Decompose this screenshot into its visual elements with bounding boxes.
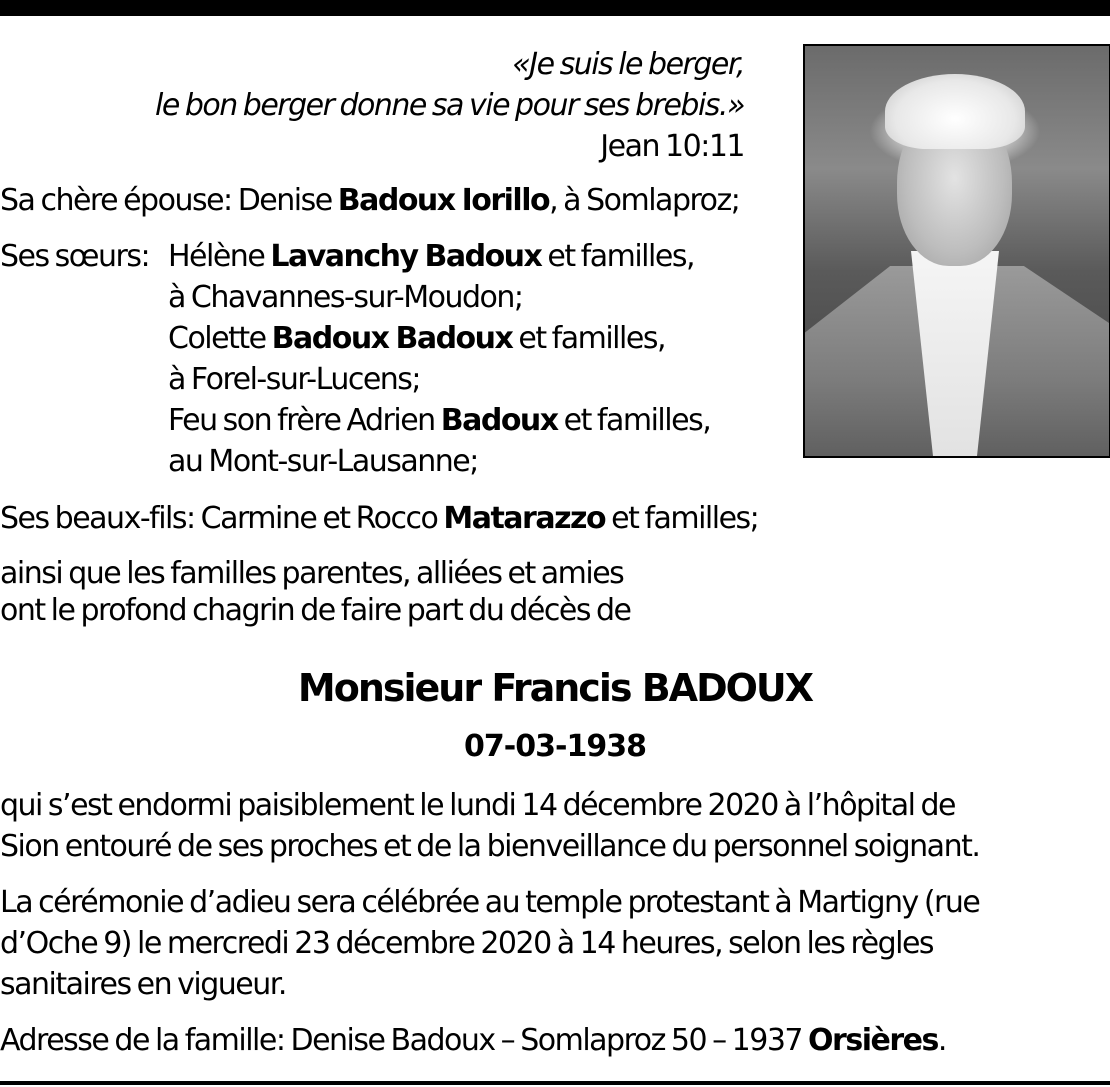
spouse-line: Sa chère épouse: Denise Badoux Iorillo, à Somlaproz; xyxy=(0,183,740,218)
brother-line: Feu son frère Adrien Badoux et familles, xyxy=(168,403,711,438)
ceremony-line-1: La cérémonie d’adieu sera célébrée au temple protestant à Martigny (rue xyxy=(0,885,980,920)
sister-2-place: à Forel-sur-Lucens; xyxy=(168,362,421,397)
family-town: Orsières xyxy=(808,1023,938,1058)
announcement-line-2: ont le profond chagrin de faire part du décès de xyxy=(0,593,631,628)
bottom-rule xyxy=(0,1081,1110,1085)
top-rule xyxy=(0,0,1110,16)
birth-date: 07-03-1938 xyxy=(464,729,646,764)
brother-place: au Mont-sur-Lausanne; xyxy=(168,444,478,479)
family-address-line: Adresse de la famille: Denise Badoux – Somlaproz 50 – 1937 Orsières. xyxy=(0,1023,946,1058)
sister-1-line: Hélène Lavanchy Badoux et familles, xyxy=(168,239,694,274)
sisters-label: Ses sœurs: xyxy=(0,239,150,274)
stepsons-line: Ses beaux-fils: Carmine et Rocco Matarazzo et familles; xyxy=(0,501,759,536)
ceremony-line-2: d’Oche 9) le mercredi 23 décembre 2020 à 14 heures, selon les règles xyxy=(0,926,934,961)
deceased-name: Monsieur Francis BADOUX xyxy=(297,666,813,710)
quote-line-2: le bon berger donne sa vie pour ses brebis.» xyxy=(155,88,744,123)
photo-hair xyxy=(885,74,1025,149)
sister-2-line: Colette Badoux Badoux et familles, xyxy=(168,321,665,356)
bible-quote xyxy=(0,44,744,167)
quote-line-1: «Je suis le berger, xyxy=(512,47,744,82)
ceremony-line-3: sanitaires en vigueur. xyxy=(0,967,286,1002)
spouse-name: Badoux Iorillo xyxy=(337,183,550,218)
sister-1-place: à Chavannes-sur-Moudon; xyxy=(168,280,523,315)
portrait-photo xyxy=(803,44,1110,458)
death-notice-line-1: qui s’est endormi paisiblement le lundi 14 décembre 2020 à l’hôpital de xyxy=(0,788,955,823)
announcement-line-1: ainsi que les familles parentes, alliées et amies xyxy=(0,556,624,591)
death-notice-line-2: Sion entouré de ses proches et de la bienveillance du personnel soignant. xyxy=(0,829,980,864)
quote-reference: Jean 10:11 xyxy=(600,129,744,164)
